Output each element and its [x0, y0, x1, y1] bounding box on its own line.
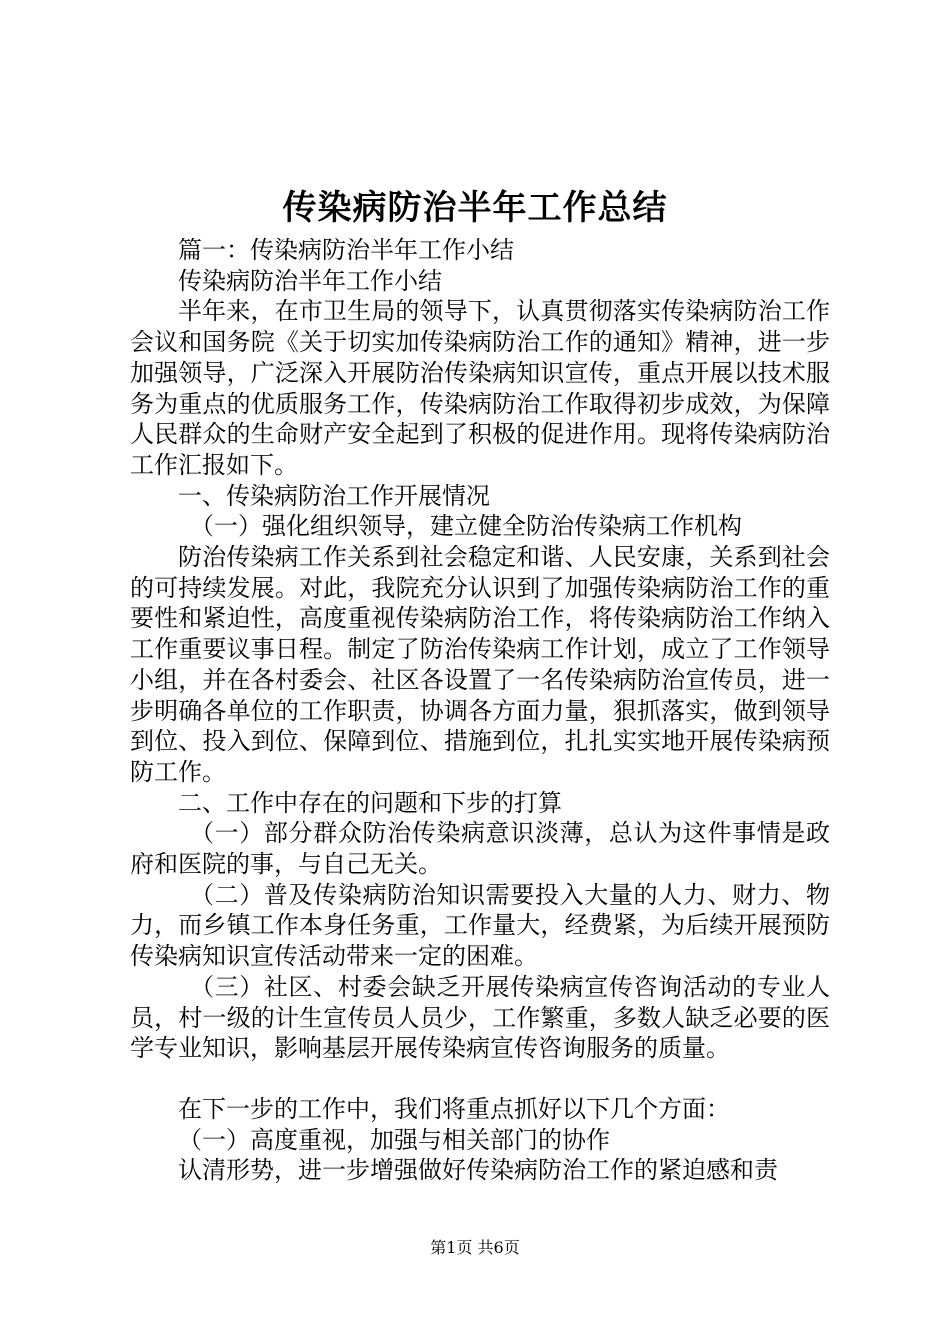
section-heading: 二、工作中存在的问题和下步的打算 — [178, 788, 562, 817]
paragraph: 半年来，在市卫生局的领导下，认真贯彻落实传染病防治工作会议和国务院《关于切实加传染病防治工作的通知》精神，进一步加强领导，广泛深入开展防治传染病知识宣传，重点开展以技术服务为重点的优质服务工作，传染病防治工作取得初步成效，为保障人民群众的生命财产安全起到了积极的促进作用。现将传染病防治工作汇报如下。 — [130, 297, 830, 479]
paragraph-gap — [130, 1064, 830, 1094]
page-footer: 第1页 共6页 — [430, 1238, 520, 1257]
paragraph: 防治传染病工作关系到社会稳定和谐、人民安康，关系到社会的可持续发展。对此，我院充分认识到了加强传染病防治工作的重要性和紧迫性，高度重视传染病防治工作，将传染病防治工作纳入工作重要议事日程。制定了防治传染病工作计划，成立了工作领导小组，并在各村委会、社区各设置了一名传染病防治宣传员，进一步明确各单位的工作职责，协调各方面力量，狠抓落实，做到领导到位、投入到位、保障到位、措施到位，扎扎实实地开展传染病预防工作。 — [130, 543, 830, 786]
paragraph: 在下一步的工作中，我们将重点抓好以下几个方面： — [178, 1094, 730, 1123]
subsection-heading: （一）强化组织领导，建立健全防治传染病工作机构 — [190, 512, 742, 541]
paragraph: （一）部分群众防治传染病意识淡薄，总认为这件事情是政府和医院的事，与自己无关。 — [130, 819, 830, 879]
paragraph: （三）社区、村委会缺乏开展传染病宣传咨询活动的专业人员，村一级的计生宣传员人员少，工作繁重，多数人缺乏必要的医学专业知识，影响基层开展传染病宣传咨询服务的质量。 — [130, 972, 830, 1063]
paragraph: （二）普及传染病防治知识需要投入大量的人力、财力、物力，而乡镇工作本身任务重，工作量大，经费紧，为后续开展预防传染病知识宣传活动带来一定的困难。 — [130, 880, 830, 971]
document-body — [130, 235, 830, 1186]
subsection-heading: （一）高度重视，加强与相关部门的协作 — [178, 1125, 610, 1154]
document-title: 传染病防治半年工作总结 — [282, 188, 668, 228]
section-heading: 篇一：传染病防治半年工作小结 — [178, 236, 514, 264]
subtitle: 传染病防治半年工作小结 — [178, 266, 442, 295]
section-heading: 一、传染病防治工作开展情况 — [178, 481, 490, 510]
paragraph: 认清形势，进一步增强做好传染病防治工作的紧迫感和责 — [178, 1156, 778, 1185]
